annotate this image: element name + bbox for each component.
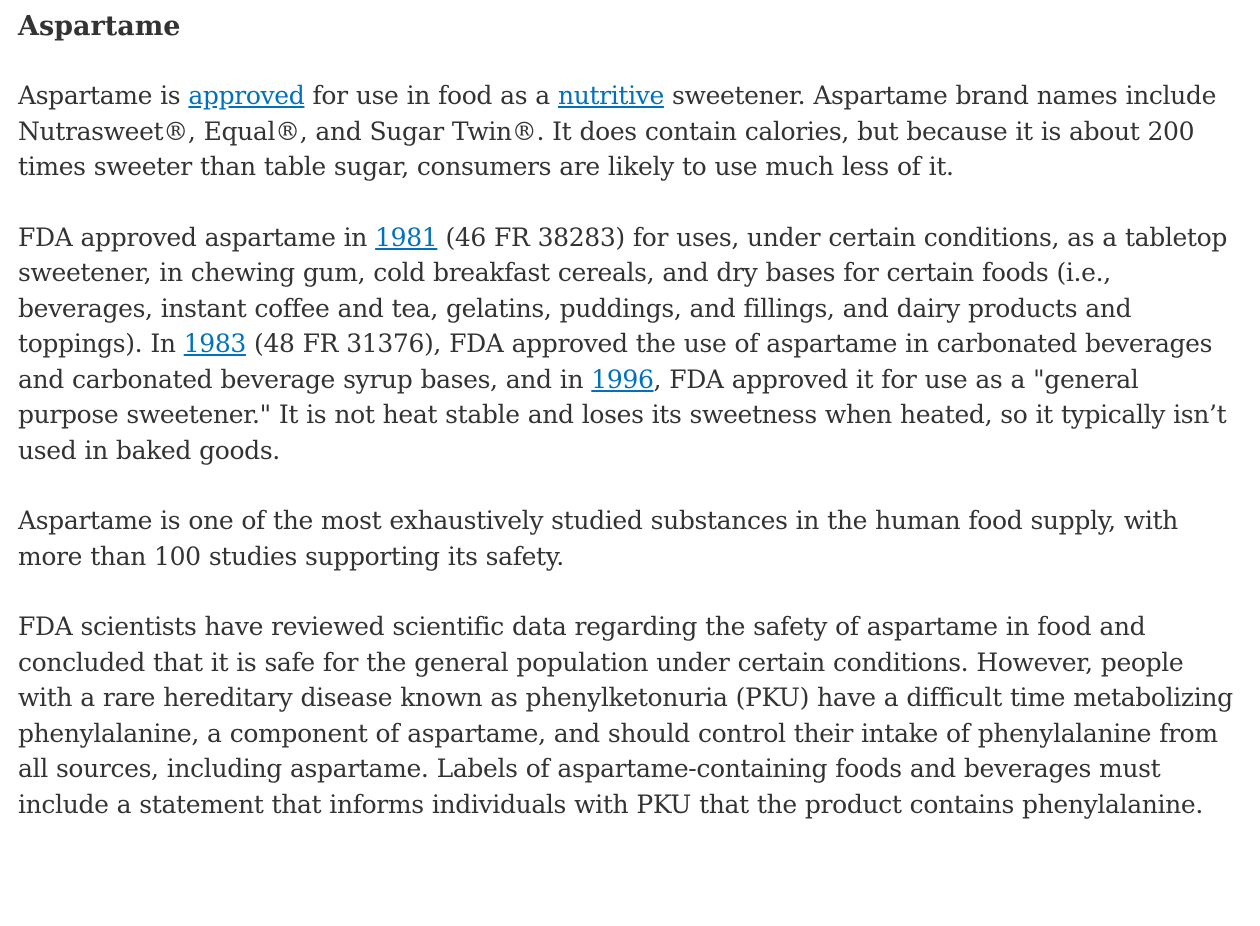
paragraph-history xyxy=(18,220,1243,469)
paragraph-safety: FDA scientists have reviewed scientific data regarding the safety of aspartame in food and concluded that it is safe for the general population under certain conditions. However, people with a rare hereditary disease known as phenylketonuria (PKU) have a difficult time metabolizing phenylalanine, a component of aspartame, and should control their intake of phenylalanine from all sources, including aspartame. Labels of aspartame-containing foods and beverages must include a statement that informs individuals with PKU that the product contains phenylalanine. xyxy=(18,612,1233,819)
article-content xyxy=(18,8,1243,857)
link-approved[interactable]: approved xyxy=(188,81,305,110)
text-span: (48 FR 31376), FDA approved the use of aspartame in carbonated beverages and carbonated beverage syrup bases, and in xyxy=(18,329,1213,394)
text-span: , FDA approved it for use as a "general purpose sweetener." It is not heat stable and loses its sweetness when heated, so it typically isn’t used in baked goods. xyxy=(18,364,1227,465)
text-span: (46 FR 38283) for uses, under certain conditions, as a tabletop sweetener, in chewing gum, cold breakfast cereals, and dry bases for certain foods (i.e., beverages, instant coffee and tea, gelatins, puddings, and fillings, and dairy products and toppings). In xyxy=(18,222,1227,358)
link-1996[interactable]: 1996 xyxy=(591,364,654,394)
link-nutritive[interactable]: nutritive xyxy=(557,81,664,110)
text-span: FDA approved aspartame in xyxy=(18,222,376,252)
text-span: for use in food as a xyxy=(304,81,558,110)
text-span: Aspartame is xyxy=(18,81,189,110)
section-heading: Aspartame xyxy=(18,11,181,42)
text-span: sweetener. Aspartame brand names include Nutrasweet®, Equal®, and Sugar Twin®. It does contain calories, but because it is about 200 times sweeter than table sugar, consumers are likely to use much less of it. xyxy=(18,81,1217,181)
paragraph-studies: Aspartame is one of the most exhaustively studied substances in the human food supply, with more than 100 studies supporting its safety. xyxy=(18,506,1178,571)
link-1983[interactable]: 1983 xyxy=(183,329,246,358)
paragraph-intro xyxy=(18,78,1243,185)
link-1981[interactable]: 1981 xyxy=(375,222,438,252)
